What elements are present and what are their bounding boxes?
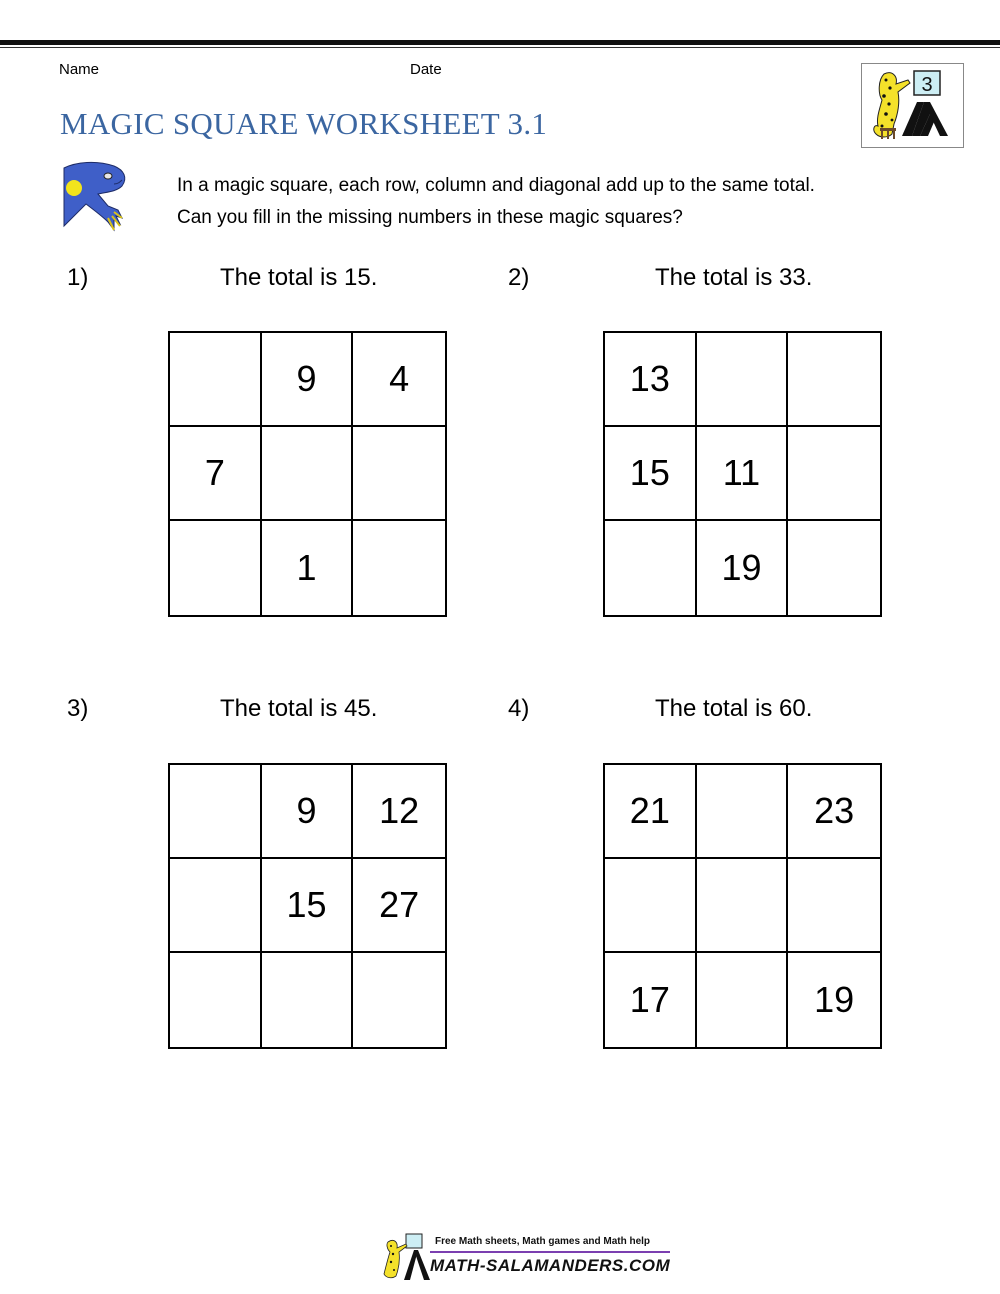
- grade-logo: [861, 63, 964, 148]
- grid-cell[interactable]: 21: [605, 765, 697, 859]
- grid-cell[interactable]: 13: [605, 333, 697, 427]
- grid-cell[interactable]: 11: [697, 427, 789, 521]
- instructions: [177, 170, 815, 234]
- magic-square-3: [168, 763, 447, 1049]
- problem-2-total: The total is 33.: [655, 264, 813, 291]
- footer-site-name[interactable]: MATH-SALAMANDERS.COM: [430, 1256, 671, 1275]
- grid-cell[interactable]: [170, 859, 262, 953]
- grid-cell[interactable]: [170, 521, 262, 615]
- grid-cell[interactable]: 19: [697, 521, 789, 615]
- grid-cell[interactable]: 15: [605, 427, 697, 521]
- grid-cell[interactable]: 19: [814, 979, 855, 1020]
- grid-cell[interactable]: 1: [262, 521, 354, 615]
- grid-cell[interactable]: [605, 521, 697, 615]
- grid-cell[interactable]: [788, 427, 880, 521]
- grid-cell[interactable]: 9: [262, 765, 354, 859]
- problem-1-number: 1): [67, 264, 89, 291]
- grid-cell[interactable]: [262, 427, 354, 521]
- instructions-line-1: In a magic square, each row, column and diagonal add up to the same total.: [177, 175, 815, 196]
- instructions-line-2: Can you fill in the missing numbers in these magic squares?: [177, 207, 683, 228]
- grid-cell[interactable]: [697, 765, 789, 859]
- header-rule-thin: [0, 47, 1000, 48]
- footer-logo: [380, 1232, 670, 1282]
- grid-cell[interactable]: [353, 953, 445, 1047]
- grid-cell[interactable]: [788, 333, 880, 427]
- grid-cell[interactable]: [170, 953, 262, 1047]
- svg-text:3: 3: [921, 74, 933, 96]
- grid-cell[interactable]: 15: [262, 859, 354, 953]
- grid-cell[interactable]: [697, 859, 789, 953]
- header-rule-thick: [0, 40, 1000, 45]
- grid-cell[interactable]: [697, 333, 789, 427]
- grid-cell[interactable]: [605, 859, 697, 953]
- date-label: Date: [410, 61, 442, 78]
- problem-2-number: 2): [508, 264, 530, 291]
- grid-cell[interactable]: [170, 765, 262, 859]
- problem-3-total: The total is 45.: [220, 695, 378, 722]
- grid-cell[interactable]: [697, 953, 789, 1047]
- magic-square-4: [603, 763, 882, 1049]
- problem-4-total: The total is 60.: [655, 695, 813, 722]
- grid-cell[interactable]: 17: [605, 953, 697, 1047]
- problem-4-number: 4): [508, 695, 530, 722]
- page-title: MAGIC SQUARE WORKSHEET 3.1: [60, 106, 548, 141]
- footer-salamander-icon: [380, 1232, 430, 1282]
- magic-square-2: [603, 331, 882, 617]
- blue-salamander-icon: [62, 160, 132, 240]
- footer-tagline: Free Math sheets, Math games and Math help: [435, 1236, 651, 1247]
- grid-cell[interactable]: 23: [788, 765, 880, 859]
- grid-cell[interactable]: [788, 859, 880, 953]
- problem-1-total: The total is 15.: [220, 264, 378, 291]
- grid-cell[interactable]: [170, 333, 262, 427]
- grid-cell[interactable]: 27: [353, 859, 445, 953]
- footer-divider: [430, 1251, 670, 1253]
- grid-cell[interactable]: 12: [353, 765, 445, 859]
- grid-cell[interactable]: [788, 521, 880, 615]
- problem-3-number: 3): [67, 695, 89, 722]
- grid-cell[interactable]: 9: [262, 333, 354, 427]
- name-label: Name: [59, 61, 100, 78]
- grid-cell[interactable]: [353, 427, 445, 521]
- salamander-easel-logo-icon: [862, 64, 963, 147]
- grid-cell[interactable]: [262, 953, 354, 1047]
- grid-cell[interactable]: 4: [353, 333, 445, 427]
- magic-square-1: [168, 331, 447, 617]
- grid-cell[interactable]: 7: [170, 427, 262, 521]
- grid-cell[interactable]: [353, 521, 445, 615]
